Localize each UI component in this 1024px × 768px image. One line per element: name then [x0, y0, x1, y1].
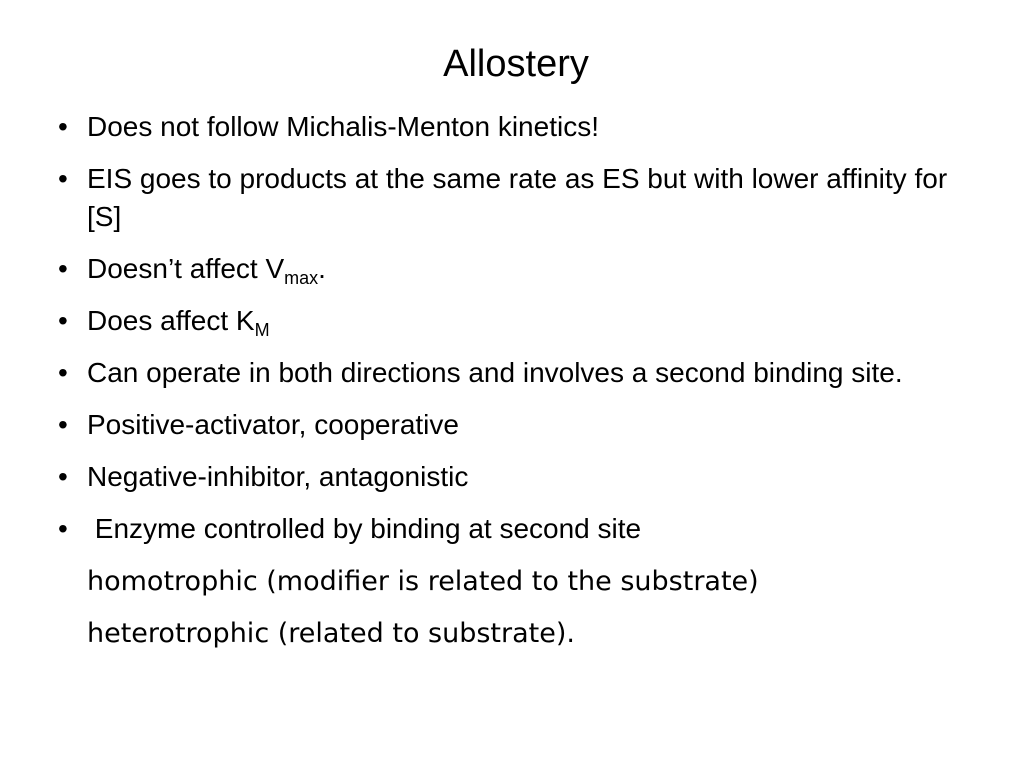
subscript-max: max: [284, 268, 319, 288]
bullet-text: Enzyme controlled by binding at second site: [87, 513, 642, 544]
bullet-item: [58, 510, 958, 548]
bullet-dot-icon: •: [58, 513, 68, 544]
bullet-text: Can operate in both directions and involves a second binding site.: [87, 357, 903, 388]
bullet-dot-icon: •: [58, 163, 68, 194]
bullet-dot-icon: •: [58, 409, 68, 440]
bullet-text: Doesn’t affect V: [87, 253, 285, 284]
bullet-text: Negative-inhibitor, antagonistic: [87, 461, 469, 492]
bullet-text: Positive-activator, cooperative: [87, 409, 459, 440]
slide-title: Allostery: [443, 43, 589, 85]
sub-line-homotrophic: homotrophic (modifier is related to the substrate): [87, 566, 759, 597]
bullet-dot-icon: •: [58, 461, 68, 492]
sub-line-heterotrophic: heterotrophic (related to substrate).: [87, 618, 575, 649]
bullet-item: [58, 354, 958, 392]
bullet-item: [58, 160, 958, 236]
bullet-list: [58, 108, 958, 660]
bullet-item: [58, 302, 958, 340]
subscript-m: M: [254, 320, 270, 340]
bullet-dot-icon: •: [58, 253, 68, 284]
bullet-text: Does affect K: [87, 305, 255, 336]
bullet-item: [58, 406, 958, 444]
bullet-text-suffix: .: [318, 253, 326, 284]
bullet-item: [58, 108, 958, 146]
bullet-text: Does not follow Michalis-Menton kinetics!: [87, 111, 599, 142]
bullet-text: EIS goes to products at the same rate as ES but with lower affinity for [S]: [87, 163, 948, 232]
bullet-dot-icon: •: [58, 305, 68, 336]
bullet-dot-icon: •: [58, 357, 68, 388]
bullet-item: [58, 458, 958, 496]
bullet-dot-icon: •: [58, 111, 68, 142]
bullet-item: [58, 250, 958, 288]
